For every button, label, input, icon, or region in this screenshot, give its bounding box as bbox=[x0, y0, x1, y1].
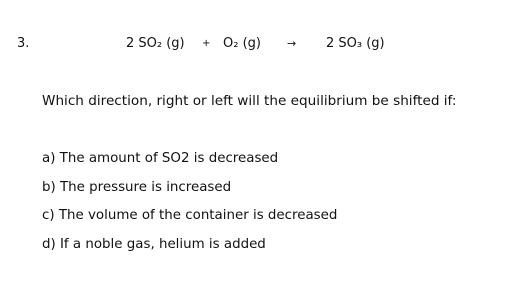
option-a: a) The amount of SO2 is decreased bbox=[42, 151, 279, 166]
question-number: 3. bbox=[17, 36, 30, 51]
reactant-so2: 2 SO₂ (g) bbox=[126, 36, 185, 51]
option-c: c) The volume of the container is decreased bbox=[42, 208, 338, 224]
plus-sign: + bbox=[202, 38, 211, 49]
reactant-o2: O₂ (g) bbox=[223, 36, 261, 51]
question-prompt: Which direction, right or left will the equilibrium be shifted if: bbox=[42, 93, 457, 109]
product-so3: 2 SO₃ (g) bbox=[326, 36, 385, 51]
answer-options-list bbox=[42, 150, 337, 265]
option-d: d) If a noble gas, helium is added bbox=[42, 237, 266, 253]
reaction-arrow: → bbox=[287, 37, 297, 50]
option-b: b) The pressure is increased bbox=[42, 179, 232, 195]
